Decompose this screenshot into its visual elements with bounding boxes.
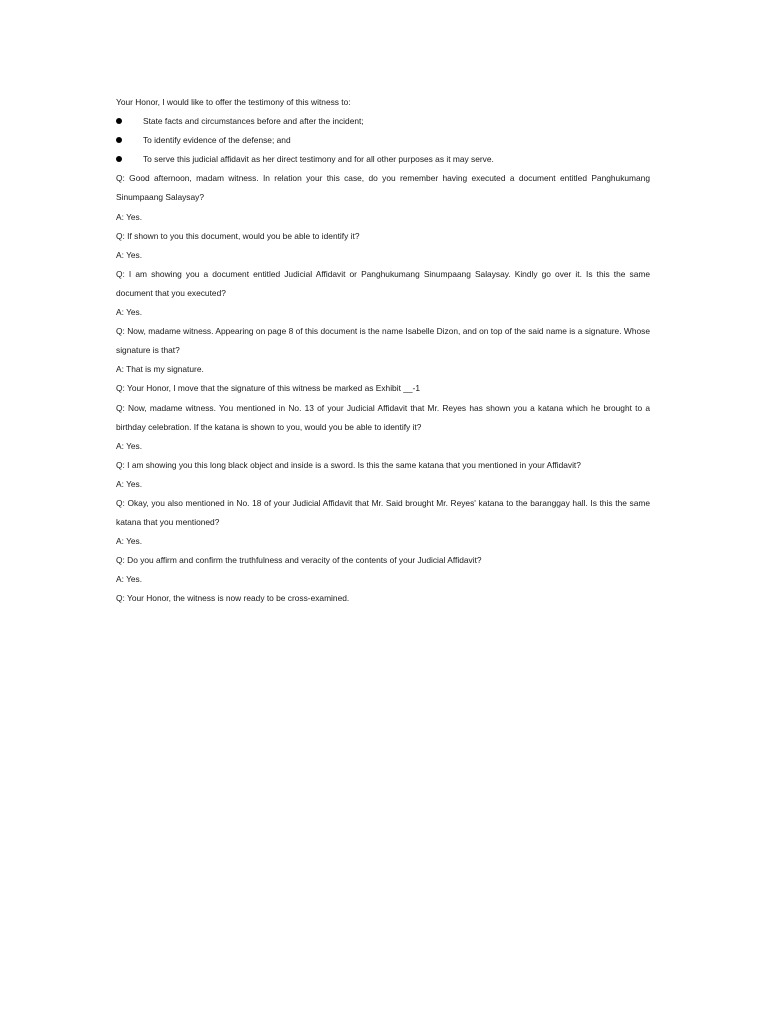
bullet-icon	[116, 156, 122, 162]
purpose-item	[116, 131, 650, 150]
dialogue-line: A: Yes.	[116, 478, 143, 489]
purpose-item	[116, 150, 650, 169]
dialogue-line: Q: Do you affirm and confirm the truthfulness and veracity of the contents of your Judicial Affidavit?	[116, 555, 482, 566]
dialogue-line: A: Yes.	[116, 536, 143, 547]
dialogue-line: A: That is my signature.	[116, 364, 204, 375]
dialogue-line: Q: If shown to you this document, would you be able to identify it?	[116, 230, 360, 241]
document-page	[116, 93, 650, 609]
bullet-icon	[116, 137, 122, 143]
purpose-list	[116, 112, 650, 169]
dialogue-line: Q: Your Honor, the witness is now ready to be cross-examined.	[116, 593, 350, 604]
purpose-text: To serve this judicial affidavit as her direct testimony and for all other purposes as it may serve.	[143, 154, 494, 165]
purpose-text: To identify evidence of the defense; and	[143, 135, 291, 146]
dialogue-line: A: Yes.	[116, 211, 143, 222]
dialogue-line: A: Yes.	[116, 574, 143, 585]
dialogue-line: Q: I am showing you a document entitled Judicial Affidavit or Panghukumang Sinumpaang Salaysay. Kindly go over it. Is this the same document that you executed?	[116, 268, 650, 298]
dialogue-line: A: Yes.	[116, 249, 143, 260]
intro-paragraph: Your Honor, I would like to offer the testimony of this witness to:	[116, 97, 351, 107]
dialogue-line: A: Yes.	[116, 440, 143, 451]
purpose-text: State facts and circumstances before and after the incident;	[143, 116, 364, 127]
dialogue-line: Q: Good afternoon, madam witness. In relation your this case, do you remember having executed a document entitled Panghukumang Sinumpaang Salaysay?	[116, 173, 650, 203]
dialogue-line: Q: I am showing you this long black object and inside is a sword. Is this the same katana that you mentioned in your Affidavit?	[116, 459, 581, 470]
dialogue-line: Q: Okay, you also mentioned in No. 18 of your Judicial Affidavit that Mr. Said brought Mr. Reyes' katana to the baranggay hall. Is this the same katana that you mentioned?	[116, 497, 650, 528]
purpose-item	[116, 112, 650, 131]
dialogue-line: Q: Now, madame witness. Appearing on page 8 of this document is the name Isabelle Dizon, and on top of the said name is a signature. Whose signature is that?	[116, 326, 650, 356]
dialogue-section	[116, 169, 650, 608]
bullet-icon	[116, 118, 122, 124]
dialogue-line: Q: Now, madame witness. You mentioned in No. 13 of your Judicial Affidavit that Mr. Reyes has shown you a katana which he brought to a birthday celebration. If the katana is shown to you, would you be able to identify it?	[116, 402, 650, 432]
dialogue-line: Q: Your Honor, I move that the signature of this witness be marked as Exhibit __-1	[116, 383, 420, 394]
dialogue-line: A: Yes.	[116, 307, 143, 318]
